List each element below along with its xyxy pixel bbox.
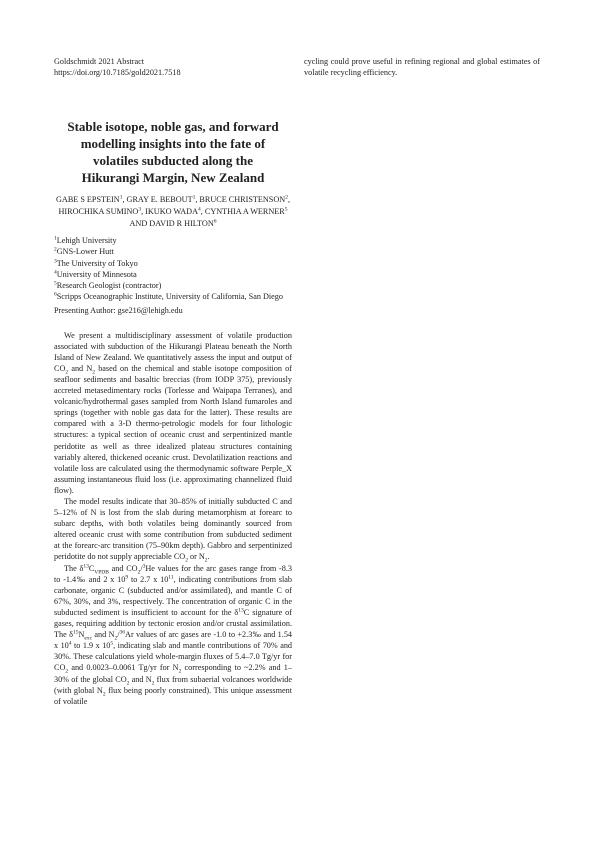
text-run: The δ: [64, 563, 84, 573]
text-run: , indicating slab and mantle contributions of 70% and 30%. These calculations yield whole-margin fluxes of 5.4–7.0 Tg/yr for CO: [54, 641, 293, 673]
author-separator: ,: [200, 207, 205, 216]
affiliation-item: [54, 258, 292, 269]
subscript: 2: [137, 569, 141, 576]
affiliation-item: [54, 280, 292, 291]
affiliation-number: 2: [54, 246, 57, 253]
conference-label: Goldschmidt 2021 Abstract: [54, 57, 145, 66]
text-run: and N: [68, 363, 93, 373]
text-run: corresponding to ~2.2% and 1–30% of the global CO: [54, 663, 292, 684]
superscript: 11: [168, 573, 174, 580]
author-name: IKUKO WADA: [145, 207, 199, 216]
text-run: and N: [92, 630, 115, 640]
superscript: 3: [142, 562, 146, 569]
affiliation-list: [54, 235, 292, 302]
subscript: 2: [178, 669, 182, 676]
doi-link[interactable]: https://doi.org/10.7185/gold2021.7518: [54, 68, 181, 78]
paragraph: [54, 330, 292, 496]
paragraph: [54, 563, 292, 707]
author-name: HIROCHIKA SUMINO: [58, 207, 139, 216]
superscript: 5: [110, 640, 114, 647]
affiliation-number: 1: [54, 235, 57, 242]
superscript: 13: [83, 562, 89, 569]
author-sup: 2: [285, 194, 288, 201]
superscript: 9: [125, 573, 129, 580]
header-meta: [54, 56, 292, 78]
text-run: and N: [129, 674, 152, 684]
subscript: 2: [114, 635, 118, 642]
superscript: 4: [68, 640, 72, 647]
subscript: 2: [151, 680, 155, 687]
subscript: 2: [204, 558, 208, 565]
abstract-body: [54, 330, 292, 707]
subscript: 2: [185, 558, 188, 565]
text-run: flux being poorly constrained). This unique assessment of volatile: [54, 685, 292, 706]
author-sup: 3: [138, 206, 142, 213]
text-run: to 1.9 x 10: [71, 641, 111, 651]
text-run: flux from subaerial volcanoes worldwide (with global N: [54, 674, 293, 695]
author-name: GRAY E. BEBOUT: [126, 195, 193, 205]
text-run: C signature of gases, requiring addition by tectonic erosion and/or crustal assimilation. The δ: [54, 607, 292, 640]
paragraph-continuation: cycling could prove useful in refining regional and global estimates of volatile recycling efficiency.: [304, 57, 540, 77]
text-run: , indicating contributions from slab carbonate, organic C (subducted and/or assimilated), and mantle C of 67%, 30%, and 3%, respectively. The concentration of organic C in the subducted sediment is insufficient to account for the δ: [54, 574, 292, 617]
subscript: 2: [65, 369, 69, 376]
author-separator: ,: [195, 195, 200, 205]
text-run: He values for the arc gases range from -8.3 to -1.4‰ and 2 x 10: [54, 563, 292, 584]
subscript: 2: [102, 691, 106, 698]
paper-title: Stable isotope, noble gas, and forward modelling insights into the fate of volatiles subducted along the Hikurangi Margin, New Zealand: [67, 119, 279, 186]
affiliation-text: Research Geologist (contractor): [56, 281, 162, 290]
affiliation-number: 5: [54, 280, 57, 287]
text-run: and 0.0023–0.0061 Tg/yr for N: [68, 663, 179, 673]
author-sup: 4: [198, 206, 201, 213]
author-sup: 5: [284, 206, 288, 213]
subscript: VPDB: [94, 569, 109, 576]
text-run: and CO: [108, 563, 138, 573]
text-run: We present a multidisciplinary assessment of volatile production associated with subduction of the Hikurangi Plateau beneath the North Island of New Zealand. We quantitatively assess the input and output of CO: [54, 330, 292, 373]
text-run: N: [78, 630, 85, 640]
subscript: 2: [92, 369, 95, 376]
affiliation-item: [54, 246, 292, 257]
affiliation-number: 4: [54, 269, 57, 276]
text-run: or N: [187, 552, 205, 562]
superscript: 13: [238, 607, 244, 614]
text-run: The model results indicate that 30–85% of initially subducted C and 5–12% of N is lost from the slab during metamorphism at forearc to subarc depths, with both volatiles being dominantly sourced from altered oceanic crust with some contribution from subducted sediment at the forearc-arc transition (75–90km depth). Gabbro and serpentinized peridotite do not supply appreciable CO: [54, 497, 292, 562]
subscript: exc: [84, 635, 93, 642]
affiliation-number: 3: [54, 257, 57, 264]
author-sup: 1: [192, 194, 196, 201]
text-run: C: [88, 563, 95, 573]
author-separator: ,: [141, 207, 146, 216]
author-separator: ,: [287, 195, 290, 205]
author-sup: 1: [119, 194, 123, 201]
affiliation-text: Lehigh University: [56, 236, 117, 246]
affiliation-text: Scripps Oceanographic Institute, University of California, San Diego: [56, 292, 283, 302]
author-name: CYNTHIA A WERNER: [204, 207, 285, 216]
subscript: 2: [65, 669, 69, 676]
affiliation-item: [54, 291, 292, 302]
text-run: .: [207, 552, 210, 562]
right-column: [304, 56, 540, 78]
paragraph: [54, 496, 292, 563]
text-run: to 2.7 x 10: [128, 574, 169, 584]
text-run: /: [117, 630, 120, 640]
text-run: Ar values of arc gases are -1.0 to +2.3‰ and 1.54 x 10: [54, 630, 293, 651]
affiliation-number: 6: [54, 291, 57, 298]
superscript: 36: [119, 629, 126, 636]
affiliation-item: [54, 235, 292, 246]
author-list: [54, 194, 292, 229]
author-separator: ,: [122, 195, 127, 205]
superscript: 15: [72, 629, 79, 636]
text-run: based on the chemical and stable isotope composition of seafloor sediments and basaltic breccias (from IODP 375), previously accreted metasedimentary rocks (Torlesse and Waipapa Terranes), and volcanic/hydrothermal gases sampled from North Island fumaroles and springs (together with noble gas data for the latter). These results are compared with a 3-D thermo-petrologic models for four lithologic structures: a typical section of oceanic crust and serpentinized mantle peridotite as well as three idealized plateau structures containing variably altered, thickened oceanic crust. Devolatilization reactions and volatile loss are calculated using the thermodynamic software Perple_X assuming instantaneous fluid loss (i.e. approximating channelized fluid flow).: [54, 363, 292, 495]
author-name: DAVID R HILTON: [149, 218, 214, 228]
affiliation-item: [54, 269, 292, 280]
author-sup: 6: [213, 217, 217, 224]
author-conjunction: AND: [129, 218, 150, 228]
affiliation-text: The University of Tokyo: [56, 258, 138, 268]
affiliation-text: University of Minnesota: [56, 269, 137, 279]
subscript: 2: [126, 680, 130, 687]
affiliation-text: GNS-Lower Hutt: [56, 247, 114, 257]
presenting-author: Presenting Author: gse216@lehigh.edu: [54, 306, 183, 316]
author-name: GABE S EPSTEIN: [56, 195, 120, 205]
author-name: BRUCE CHRISTENSON: [199, 195, 286, 205]
text-run: /: [140, 563, 143, 573]
left-column: [54, 56, 292, 707]
